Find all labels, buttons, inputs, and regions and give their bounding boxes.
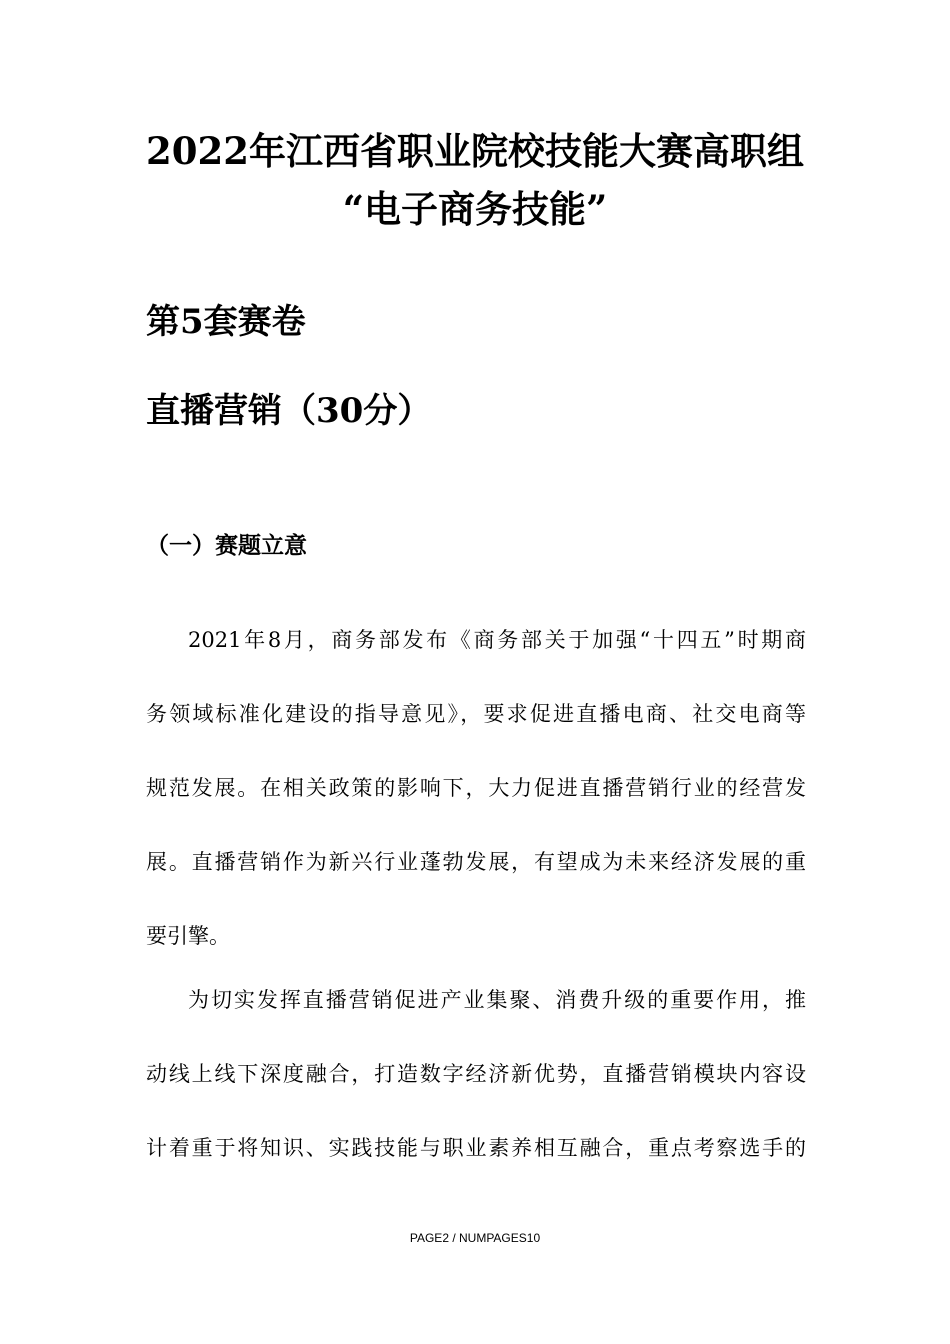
paragraph-1-line: 展。直播营销作为新兴行业蓬勃发展，有望成为未来经济发展的重 (146, 850, 806, 874)
document-title (110, 122, 840, 238)
paragraph-1 (146, 603, 806, 973)
section-heading: （一）赛题立意 (146, 532, 307, 559)
paragraph-2-line: 为切实发挥直播营销促进产业集聚、消费升级的重要作用，推 (188, 988, 806, 1012)
paragraph-2-line: 计着重于将知识、实践技能与职业素养相互融合，重点考察选手的 (146, 1136, 806, 1160)
paragraph-1-line: 要引擎。 (146, 924, 230, 948)
module-heading: 直播营销（30分） (146, 391, 432, 431)
paragraph-2-line: 动线上线下深度融合，打造数字经济新优势，直播营销模块内容设 (146, 1062, 806, 1086)
paragraph-1-line: 2021年8月，商务部发布《商务部关于加强“十四五”时期商 (188, 628, 806, 652)
paragraph-1-line: 务领域标准化建设的指导意见》，要求促进直播电商、社交电商等 (146, 702, 806, 726)
paragraph-1-line: 规范发展。在相关政策的影响下，大力促进直播营销行业的经营发 (146, 776, 806, 800)
set-heading: 第5套赛卷 (146, 302, 306, 342)
page-footer: PAGE2 / NUMPAGES10 (409, 1231, 541, 1245)
paragraph-2 (146, 963, 806, 1185)
title-line-2: “电子商务技能” (342, 187, 608, 231)
title-line-1: 2022年江西省职业院校技能大赛高职组 (146, 129, 804, 173)
